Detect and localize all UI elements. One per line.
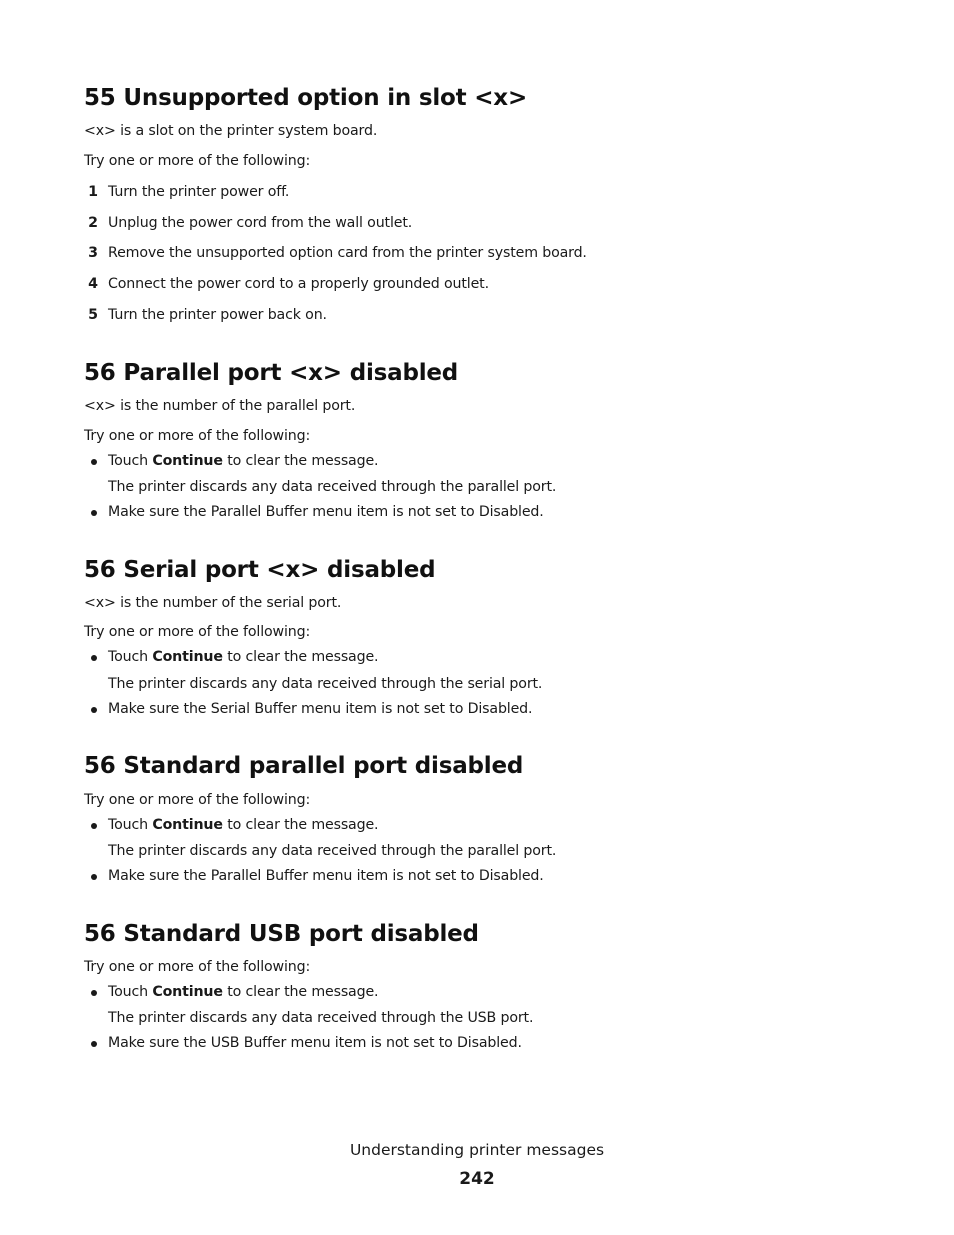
bullet-text: Touch Continue to clear the message. [108,453,379,469]
bullet-icon [91,874,97,880]
section-intro: <x> is a slot on the printer system board. [84,123,378,139]
note-text: The printer discards any data received through the parallel port. [108,843,557,859]
footer-chapter-title: Understanding printer messages [349,1141,605,1159]
section-heading-56-standard-usb-port: 56 Standard USB port disabled [84,921,479,947]
section-lead: Try one or more of the following: [84,959,311,975]
step-text: Unplug the power cord from the wall outlet. [108,215,413,231]
step-number: 4 [88,276,98,292]
section-heading-56-standard-parallel-port: 56 Standard parallel port disabled [84,753,524,779]
continue-label: Continue [152,817,223,833]
section-lead: Try one or more of the following: [84,428,311,444]
bullet-icon [91,990,97,996]
section-intro: <x> is the number of the parallel port. [84,398,356,414]
bullet-text: Touch Continue to clear the message. [108,649,379,665]
bullet-icon [91,1041,97,1047]
step-number: 2 [88,215,98,231]
bullet-text: Make sure the Serial Buffer menu item is not set to Disabled. [108,701,533,717]
page-number: 242 [459,1169,495,1189]
continue-label: Continue [152,453,223,469]
section-heading-56-serial-port: 56 Serial port <x> disabled [84,557,436,583]
note-text: The printer discards any data received through the parallel port. [108,479,557,495]
bullet-text: Touch Continue to clear the message. [108,984,379,1000]
note-text: The printer discards any data received through the USB port. [108,1010,534,1026]
section-lead: Try one or more of the following: [84,153,311,169]
bullet-icon [91,459,97,465]
section-intro: <x> is the number of the serial port. [84,595,342,611]
step-number: 5 [88,307,98,323]
bullet-icon [91,823,97,829]
step-number: 1 [88,184,98,200]
section-heading-55-unsupported-option: 55 Unsupported option in slot <x> [84,85,528,111]
step-text: Remove the unsupported option card from the printer system board. [108,245,587,261]
step-number: 3 [88,245,98,261]
bullet-icon [91,707,97,713]
bullet-text: Make sure the USB Buffer menu item is not set to Disabled. [108,1035,522,1051]
bullet-text: Make sure the Parallel Buffer menu item is not set to Disabled. [108,504,544,520]
step-text: Turn the printer power off. [108,184,290,200]
bullet-text: Make sure the Parallel Buffer menu item is not set to Disabled. [108,868,544,884]
step-text: Connect the power cord to a properly grounded outlet. [108,276,489,292]
continue-label: Continue [152,649,223,665]
bullet-icon [91,655,97,661]
note-text: The printer discards any data received through the serial port. [108,676,543,692]
continue-label: Continue [152,984,223,1000]
section-lead: Try one or more of the following: [84,624,311,640]
bullet-icon [91,510,97,516]
section-heading-56-parallel-port: 56 Parallel port <x> disabled [84,360,459,386]
section-lead: Try one or more of the following: [84,792,311,808]
step-text: Turn the printer power back on. [108,307,327,323]
bullet-text: Touch Continue to clear the message. [108,817,379,833]
